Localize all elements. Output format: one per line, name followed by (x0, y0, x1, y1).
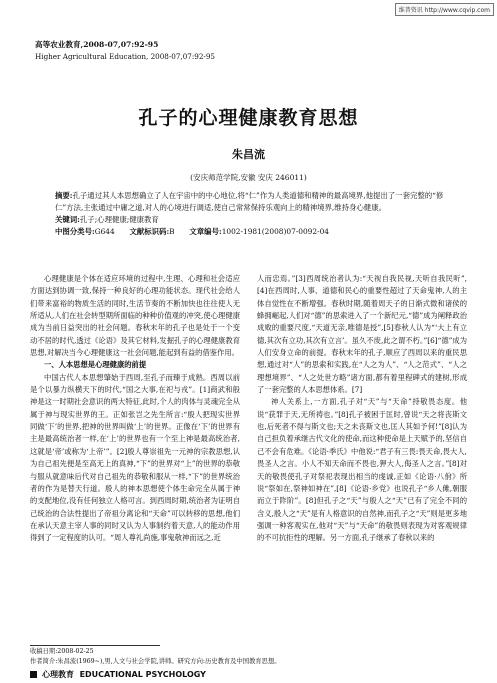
author-affiliation: (安庆师范学院,安徽 安庆 246011) (190, 173, 307, 182)
article-author: 朱昌流 (232, 148, 265, 161)
article-id-value: 1002-1981(2008)07-0092-04 (221, 227, 329, 236)
journal-citation-cn: 高等农业教育,2008-07,07:92-95 (35, 40, 159, 49)
received-date: 收稿日期:2008-02-25 (30, 648, 94, 655)
square-bullet-icon (30, 671, 37, 678)
footnote (30, 647, 470, 667)
body-paragraph: 神人关系上,一方面,孔子对“天”与“天命”持敬畏态度。他说“获罪于天,无所祷也。”[8]孔子被困于匡时,曾说“天之将丧斯文也,后死者不得与斯文也;天之未丧斯文也,匡人其如予何!”[8]认为自己担负着承继古代文化的使命,而这种使命是上天赋予的,坚信自己不会有危难。《论语·季氏》中他说:“君子有三畏:畏天命,畏大人,畏圣人之言。小人不知天命而不畏也,狎大人,侮圣人之言。”[8]对天的敬畏使孔子对祭祀表现出相当的虔诚,正如《论语·八佾》所说“祭如在,祭神如神在”,[8]《论语·乡党》也说孔子“乡人傩,朝服而立于阼阶”。[8]但孔子之“天”与殷人之“天”已有了完全不同的含义,殷人之“天”是有人格意识的自然神,而孔子之“天”则是更多地强调一种客观实在,他对“天”与“天命”的敬畏则表现为对客观规律的不可抗拒性的理解。另一方面,孔子继承了春秋以来的 (257, 397, 467, 543)
section-heading: 一、人本思想是心理健康的前提 (44, 360, 147, 370)
keywords (55, 214, 451, 226)
body-paragraph: 中国古代人本思想肇始于西周,至孔子而臻于成熟。西周以前是个以暴力纵横天下的时代,“国之大事,在祀与戎”。[1]商武和般神是这一时期社会意识的两大特征,此时,个人的肉体与灵魂完全从属于神与现实世界的王。正如张岂之先生所言:“殷人把现实世界同做‘下’的世界,把神的世界叫做‘上’的世界。正像在‘下’的世界有主是最高统治者一样,在‘上’的世界也有一个至上神是最高统治者,这就是‘帝’或称为‘上帝’”。[2]殷人尊崇祖先一元神的宗教思想,认为自己祖先便是至高无上的真神,“下”的世界对“上”的世界的恭敬与服从就意味后代对自己祖先的恭敬和服从一样,“下”的世界统治者的作为是替天行道。殷人的神本思想使个体生命完全从属于神的支配地位,没有任何独立人格可言。到西周时期,统治者为证明自己统治的合法性提出了帝祖分离论和“天命”可以转移的思想,他们在承认天意主宰人事的同时又认为人事制约着天意,人的能动作用得到了一定程度的认可。“周人尊礼尚施,事鬼敬神而远之,近 (30, 372, 240, 543)
abstract-text: 孔子通过其人本思想确立了人在宇宙中的中心地位,将“仁”作为人类道德和精神的最高境界,他提出了一套完整的“修仁”方法,主张通过中庸之道,对人的心境进行调适,使自己常常保持乐观向上的精神境界,维持身心健康。 (55, 191, 444, 212)
section-label-cn: 心理教育 (42, 670, 74, 679)
page-section-label (30, 669, 206, 680)
intro-paragraph: 心理健康是个体在适应环境的过程中,生理、心理和社会适应方面达到协调一致,保持一种良好的心理功能状态。现代社会给人们带来富裕的物质生活的同时,生活节奏的不断加快也往往使人无所适从,人们在社会转型期所面临的种种价值观的冲突,使心理健康成为当前日益突出的社会问题。春秋末年的孔子也是处于一个变动不居的时代,透过《论语》及其它材料,发掘孔子的心理健康教育思想,对解决当今心理健康这一社会问题,能起到有益的借鉴作用。 (30, 274, 240, 358)
body-paragraph: 人而忠焉。”[3]西周统治者认为:“天视自我民视,天听自我民听”,[4]在西周时,人事、道德和民心的重要性超过了天命鬼神,人的主体自觉性在不断增强。春秋时期,随着周天子的日渐式微和诸侯的蜂拥崛起,人们对“德”的思索进入了一个新纪元,“德”成为阐释政治成败的重要尺度,“天道无亲,唯德是授”,[5]春秋人认为“‘大上有立德,其次有立功,其次有立言’。虽久不废,此之谓不朽。”[6]“德”成为人们安身立命的前提。春秋末年的孔子,顺应了西周以来的重民思想,通过对“人”的思索和实践,在“人之为人”、“人之范式”、“人之理想境界”、“人之处世方略”诸方面,都有着里程碑式的建树,形成了一套完整的人本思想体系。[7] (257, 274, 467, 395)
journal-citation-en: Higher Agricultural Education, 2008-07,07:92-95 (35, 52, 216, 61)
author-bio: 作者简介:朱昌流(1969~),男,人文与社会学院,讲师。研究方向:历史教育及中国教育思想。 (30, 658, 281, 665)
doc-code-value: B (169, 227, 175, 236)
clc-value: G644 (94, 227, 115, 236)
article-id-label: 文章编号: (189, 227, 222, 236)
right-column (257, 273, 467, 545)
clc-label: 中图分类号: (55, 227, 95, 236)
section-label-en: EDUCATIONAL PSYCHOLOGY (79, 670, 206, 679)
keywords-label: 关键词: (55, 215, 80, 224)
source-stamp: 维普资讯 http://www.cqvip.com (395, 3, 494, 16)
footnote-divider (30, 645, 160, 646)
left-column (30, 273, 240, 545)
doc-code-label: 文献标识码: (129, 227, 170, 236)
classification-line (55, 226, 451, 238)
abstract (55, 190, 451, 214)
article-title: 孔子的心理健康教育思想 (138, 107, 359, 129)
abstract-block (55, 190, 451, 238)
abstract-label: 摘要: (55, 191, 73, 200)
keywords-text: 孔子;心理健康;健康教育 (79, 215, 159, 224)
